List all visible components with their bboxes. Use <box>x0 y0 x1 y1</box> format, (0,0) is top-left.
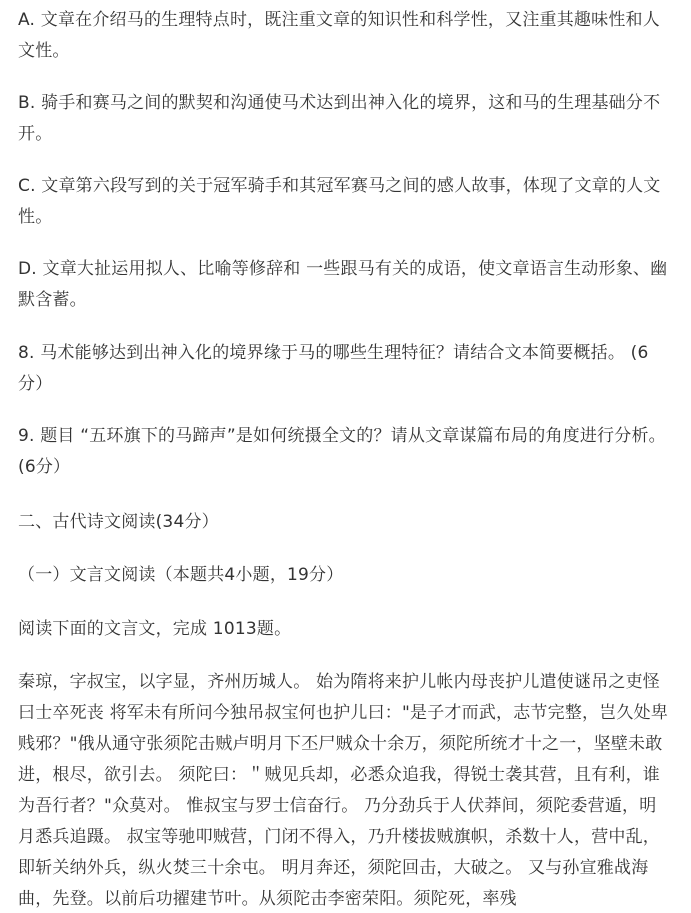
option-c: C. 文章第六段写到的关于冠军骑手和其冠军赛马之间的感人故事，体现了文章的人文性。 <box>18 176 661 227</box>
subsection-heading: （一）文言文阅读（本题共4小题，19分） <box>18 565 344 585</box>
question-9: 9. 题目 “五环旗下的马蹄声”是如何统摄全文的？请从文章谋篇布局的角度进行分析。 (6分） <box>18 426 666 477</box>
option-d: D. 文章大扯运用拟人、比喻等修辞和 一些跟马有关的成语，使文章语言生动形象、幽默含蓄。 <box>18 259 668 310</box>
classical-passage: 秦琼，字叔宝，以字显，齐州历城人。 始为隋将来护儿帐内母丧护儿遣使谜吊之吏怪曰士卒死丧 将军未有所问今独吊叔宝何也护儿曰："是子才而武，志节完整，岂久处卑贱邪？"俄从通守张须陀击贼卢明月下丕尸贼众十余万，须陀所统才十之一，坚壁未敢进，根尽，欲引去。 须陀曰：＂贼见兵却，必悉众追我，得锐士袭其营，且有利，谁为吾行者？"众莫对。 惟叔宝与罗士信奋行。 乃分劲兵于人伏莽间，须陀委营遁，明月悉兵追蹑。 叔宝等驰叩贼营，门闭不得入，乃升楼拔贼旗帜，杀数十人，营中乱，即斩关纳外兵，纵火焚三十余屯。 明月奔还，须陀回击，大破之。 又与孙宣雅战海曲，先登。以前后功擢建节叶。从须陀击李密荣阳。须陀死，率残 <box>18 672 669 909</box>
option-b: B. 骑手和赛马之间的默契和沟通使马术达到出神入化的境界，这和马的生理基础分不开。 <box>18 93 661 144</box>
question-8: 8. 马术能够达到出神入化的境界缘于马的哪些生理特征？请结合文本简要概括。 (6分） <box>18 343 649 394</box>
reading-instruction: 阅读下面的文言文，完成 1013题。 <box>18 619 292 639</box>
option-a: A. 文章在介绍马的生理特点时，既注重文章的知识性和科学性，又注重其趣味性和人文性。 <box>18 10 660 61</box>
section-heading: 二、古代诗文阅读(34分） <box>18 512 219 532</box>
